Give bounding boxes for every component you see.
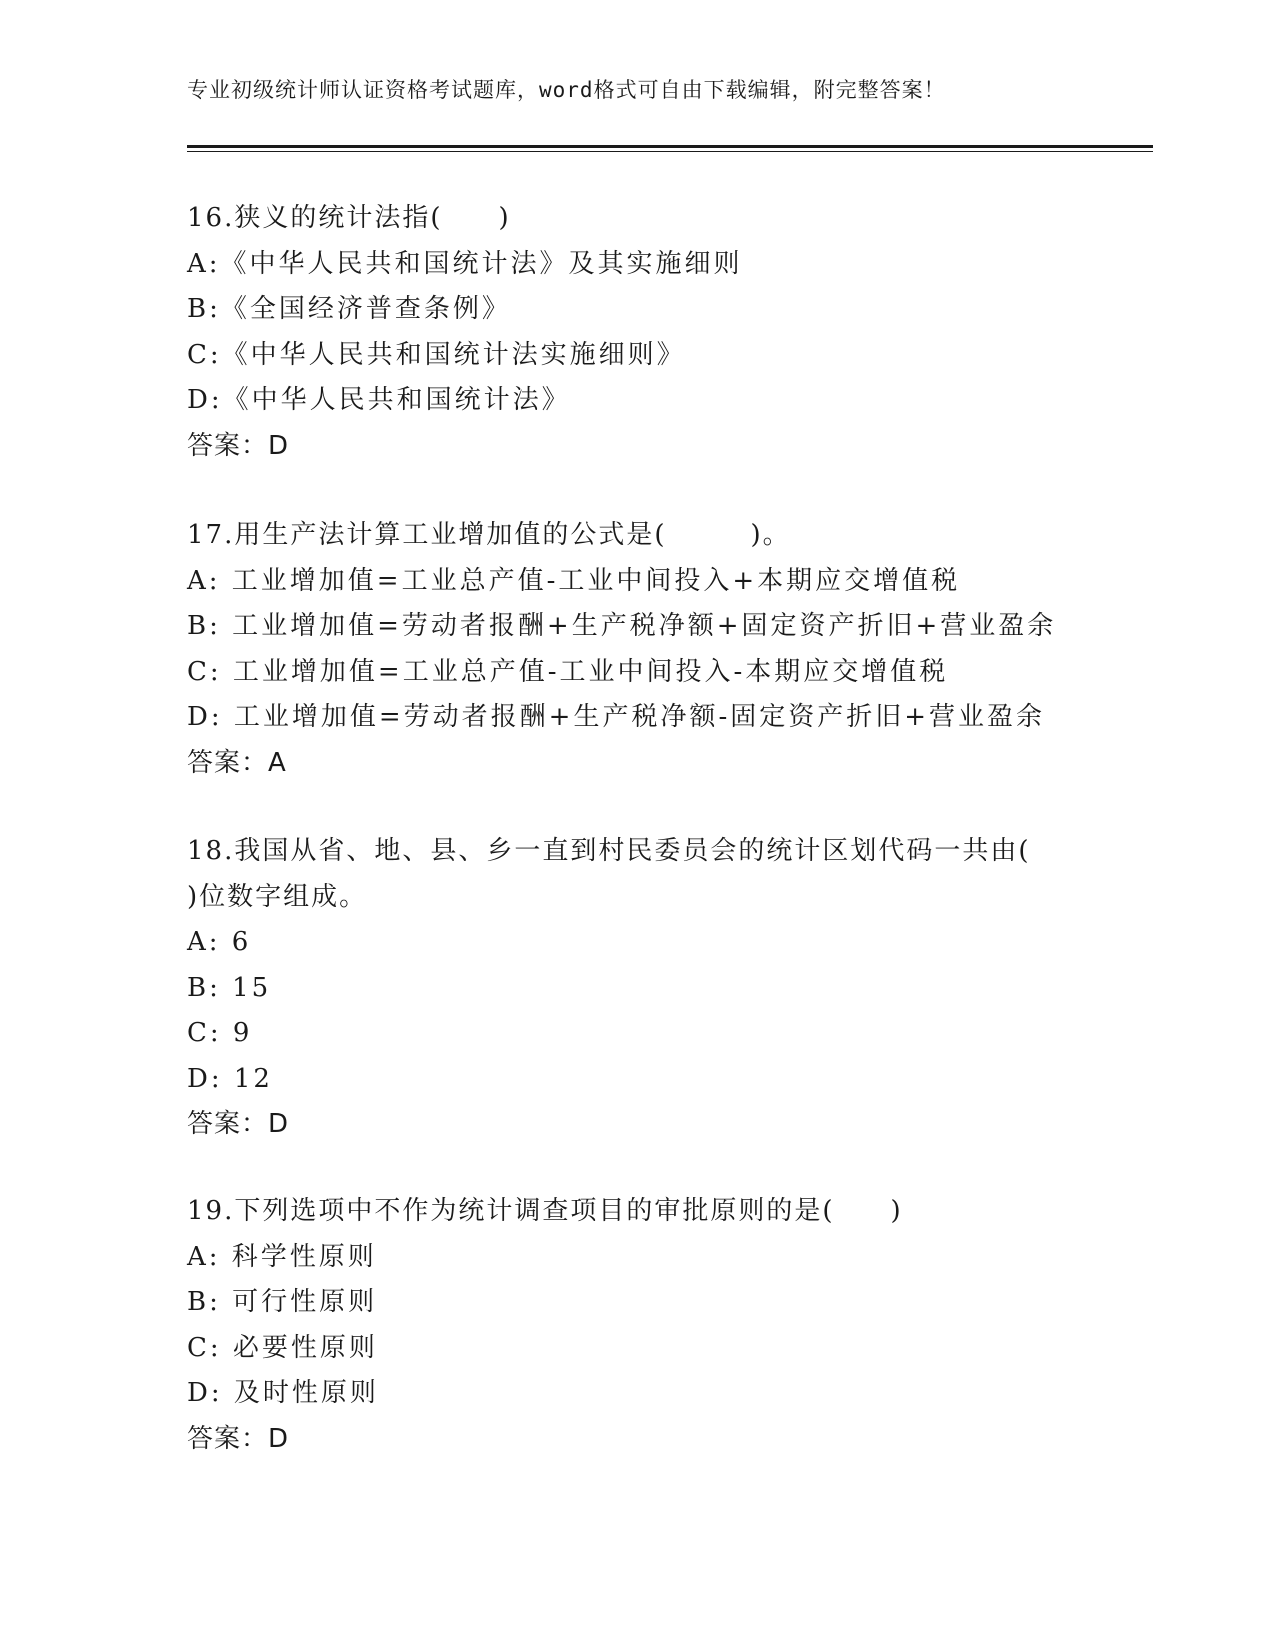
answer-line: 答案：D — [187, 430, 290, 461]
option-a: A: 科学性原则 — [187, 1241, 377, 1272]
option-a: A: 工业增加值=工业总产值-工业中间投入+本期应交增值税 — [187, 565, 961, 596]
answer-line: 答案：D — [187, 1423, 290, 1454]
option-d: D: 12 — [187, 1063, 273, 1094]
option-b: B: 15 — [187, 972, 272, 1003]
option-c: C: 必要性原则 — [187, 1332, 378, 1363]
answer-line: 答案：A — [187, 747, 287, 778]
header-divider — [187, 145, 1153, 152]
option-a: A:《中华人民共和国统计法》及其实施细则 — [187, 248, 743, 279]
answer-line: 答案：D — [187, 1109, 290, 1139]
option-a: A: 6 — [187, 927, 252, 957]
option-c: C:《中华人民共和国统计法实施细则》 — [187, 339, 686, 370]
question-stem-continued: )位数字组成。 — [187, 881, 368, 912]
question-17 — [187, 513, 1087, 786]
option-c: C: 9 — [187, 1018, 253, 1048]
option-d: D:《中华人民共和国统计法》 — [187, 385, 571, 415]
question-stem: 18.我国从省、地、县、乡一直到村民委员会的统计区划代码一共由( — [187, 836, 1031, 866]
option-b: B: 工业增加值=劳动者报酬+生产税净额+固定资产折旧+营业盈余 — [187, 611, 1057, 641]
option-b: B: 可行性原则 — [187, 1287, 378, 1317]
question-stem: 17.用生产法计算工业增加值的公式是( )。 — [187, 520, 791, 550]
question-18 — [187, 829, 1087, 1148]
option-d: D: 及时性原则 — [187, 1378, 379, 1408]
question-16 — [187, 196, 1087, 469]
option-c: C: 工业增加值=工业总产值-工业中间投入-本期应交增值税 — [187, 656, 949, 687]
option-d: D: 工业增加值=劳动者报酬+生产税净额-固定资产折旧+营业盈余 — [187, 702, 1046, 732]
document-header: 专业初级统计师认证资格考试题库，word格式可自由下载编辑，附完整答案！ — [187, 78, 946, 102]
option-b: B:《全国经济普查条例》 — [187, 294, 511, 324]
question-stem: 19.下列选项中不作为统计调查项目的审批原则的是( ) — [187, 1196, 903, 1226]
question-19 — [187, 1189, 1087, 1462]
question-stem: 16.狭义的统计法指( ) — [187, 203, 511, 233]
